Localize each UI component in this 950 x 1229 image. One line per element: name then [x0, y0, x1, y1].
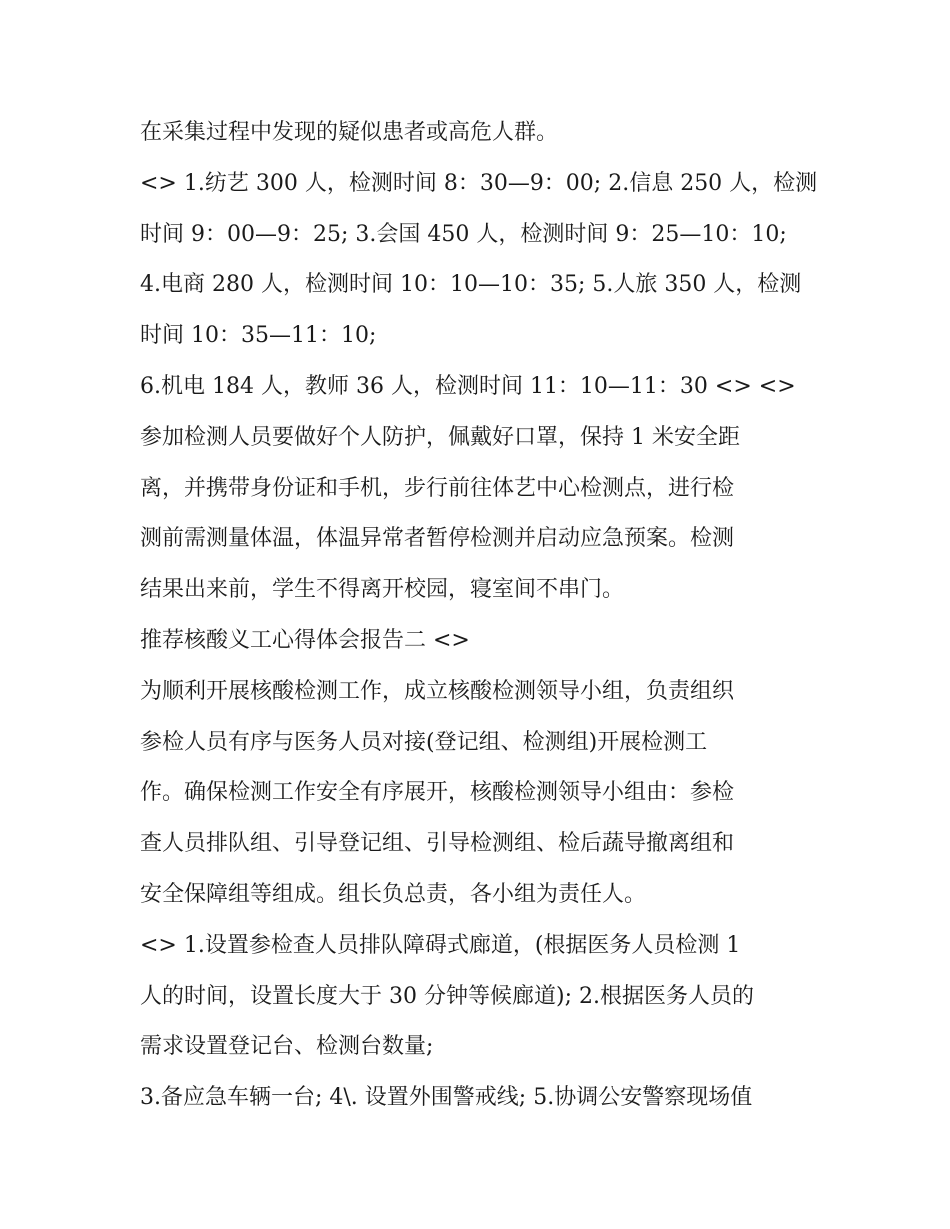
text-line: 结果出来前，学生不得离开校园，寝室间不串门。 [140, 577, 625, 603]
text-line: 为顺利开展核酸检测工作，成立核酸检测领导小组，负责组织 [140, 678, 735, 704]
text-line: <> 1.纺艺 300 人，检测时间 8：30—9：00; 2.信息 250 人，检测 [140, 170, 818, 196]
text-line: 参加检测人员要做好个人防护，佩戴好口罩，保持 1 米安全距 [140, 424, 740, 450]
text-line: 离，并携带身份证和手机，步行前往体艺中心检测点，进行检 [140, 475, 735, 501]
text-line: 安全保障组等组成。组长负总责，各小组为责任人。 [140, 881, 647, 907]
text-line: 参检人员有序与医务人员对接(登记组、检测组)开展检测工 [140, 729, 708, 755]
text-line: 测前需测量体温，体温异常者暂停检测并启动应急预案。检测 [140, 526, 735, 552]
text-line: <> 1.设置参检查人员排队障碍式廊道，(根据医务人员检测 1 [140, 932, 741, 958]
text-line: 3.备应急车辆一台; 4\. 设置外围警戒线; 5.协调公安警察现场值 [140, 1085, 753, 1111]
text-line: 需求设置登记台、检测台数量; [140, 1034, 434, 1060]
text-line: 人的时间，设置长度大于 30 分钟等候廊道); 2.根据医务人员的 [140, 983, 754, 1009]
section-heading: 推荐核酸义工心得体会报告二 <> [140, 627, 470, 653]
text-line: 6.机电 184 人，教师 36 人，检测时间 11：10—11：30 <> <> [140, 373, 796, 399]
document-body [140, 108, 820, 1124]
text-line: 查人员排队组、引导登记组、引导检测组、检后蔬导撤离组和 [140, 831, 735, 857]
text-line: 在采集过程中发现的疑似患者或高危人群。 [140, 120, 559, 145]
text-line: 4.电商 280 人，检测时间 10：10—10：35; 5.人旅 350 人，检测 [140, 272, 802, 298]
text-line: 时间 10：35—11：10; [140, 323, 377, 349]
text-line: 作。确保检测工作安全有序展开，核酸检测领导小组由：参检 [140, 780, 735, 806]
text-line: 时间 9：00—9：25; 3.会国 450 人，检测时间 9：25—10：10; [140, 221, 787, 247]
